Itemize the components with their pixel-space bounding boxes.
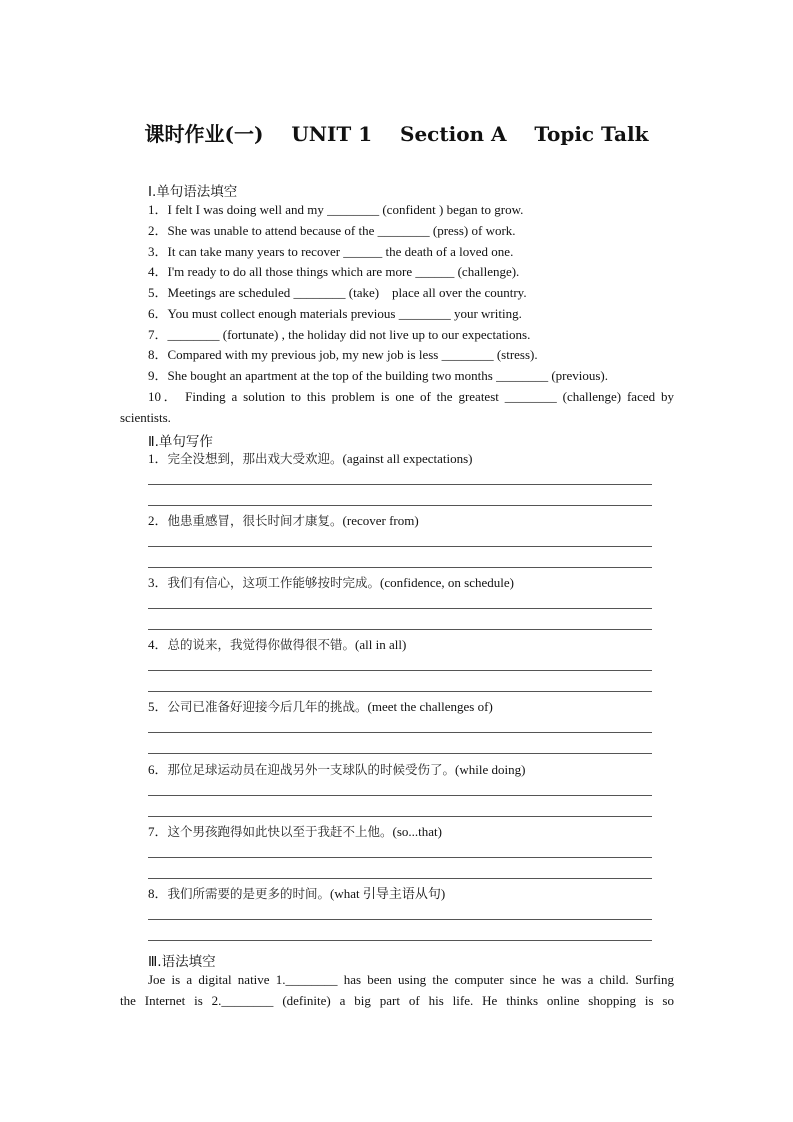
item-number: 4． <box>148 264 168 279</box>
item-number: 10． <box>148 389 180 404</box>
item-number: 3． <box>148 244 168 259</box>
item-hint: (recover from) <box>342 513 419 529</box>
section-1-heading: Ⅰ.单句语法填空 <box>148 184 238 200</box>
item-number: 7． <box>148 327 168 342</box>
grammar-item-2 <box>148 223 516 239</box>
grammar-item-1 <box>148 202 523 218</box>
grammar-item-8 <box>148 347 538 363</box>
answer-line[interactable] <box>148 608 652 609</box>
item-chinese-prompt: 公司已准备好迎接今后几年的挑战。 <box>167 699 368 715</box>
answer-line[interactable] <box>148 670 652 671</box>
passage-line-2: the Internet is 2.________ (definite) a big part of his life. He thinks online shopping is so <box>120 993 674 1008</box>
writing-item-4 <box>148 637 406 653</box>
item-number: 3． <box>148 575 168 591</box>
writing-item-1 <box>148 451 472 467</box>
writing-item-5 <box>148 699 493 715</box>
item-text: She bought an apartment at the top of the building two months ________ (previous). <box>167 368 609 383</box>
item-hint: (confidence, on schedule) <box>380 575 514 591</box>
item-text: Compared with my previous job, my new job is less ________ (stress). <box>167 347 538 362</box>
item-chinese-prompt: 那位足球运动员在迎战另外一支球队的时候受伤了。 <box>167 761 456 777</box>
section-2-heading: Ⅱ.单句写作 <box>148 434 213 450</box>
writing-item-2 <box>148 513 419 529</box>
item-number: 2． <box>148 223 168 238</box>
item-number: 5． <box>148 699 168 715</box>
answer-line[interactable] <box>148 795 652 796</box>
grammar-item-3 <box>148 244 513 260</box>
item-chinese-prompt: 他患重感冒，很长时间才康复。 <box>167 513 343 529</box>
item-hint: (while doing) <box>455 761 526 777</box>
answer-line[interactable] <box>148 629 652 630</box>
item-number: 5． <box>148 285 168 300</box>
item-number: 9． <box>148 368 168 383</box>
answer-line[interactable] <box>148 940 652 941</box>
answer-line[interactable] <box>148 505 652 506</box>
item-number: 4． <box>148 637 168 653</box>
grammar-item-4 <box>148 264 519 280</box>
item-chinese-prompt: 我们所需要的是更多的时间。 <box>167 885 331 901</box>
answer-line[interactable] <box>148 732 652 733</box>
answer-line[interactable] <box>148 691 652 692</box>
section-3-heading: Ⅲ.语法填空 <box>148 954 216 970</box>
item-number: 8． <box>148 347 168 362</box>
answer-line[interactable] <box>148 878 652 879</box>
item-text: I felt I was doing well and my ________ (confident ) began to grow. <box>167 202 524 217</box>
item-chinese-prompt: 完全没想到，那出戏大受欢迎。 <box>167 451 343 466</box>
writing-item-3 <box>148 575 514 591</box>
writing-item-7 <box>148 824 442 840</box>
item-number: 1． <box>148 202 168 217</box>
answer-line[interactable] <box>148 546 652 547</box>
grammar-item-7 <box>148 327 530 343</box>
item-text: I'm ready to do all those things which are more ______ (challenge). <box>167 264 520 279</box>
answer-line[interactable] <box>148 857 652 858</box>
grammar-item-5 <box>148 285 527 301</box>
item-hint: (what 引导主语从句) <box>330 885 446 901</box>
answer-line[interactable] <box>148 484 652 485</box>
answer-line[interactable] <box>148 816 652 817</box>
passage-line-1: Joe is a digital native 1.________ has been using the computer since he was a child. Surfing <box>148 972 674 987</box>
grammar-item-10-continuation: scientists. <box>120 410 171 425</box>
grammar-item-9 <box>148 368 608 384</box>
item-hint: (all in all) <box>355 637 407 653</box>
item-hint: (against all expectations) <box>342 451 473 466</box>
grammar-item-6 <box>148 306 522 322</box>
item-hint: (meet the challenges of) <box>367 699 493 715</box>
item-text: She was unable to attend because of the ________ (press) of work. <box>167 223 516 238</box>
item-number: 7． <box>148 823 168 839</box>
answer-line[interactable] <box>148 919 652 920</box>
item-text: You must collect enough materials previous ________ your writing. <box>167 306 522 321</box>
item-text: Finding a solution to this problem is one of the greatest ________ (challenge) faced by <box>185 389 674 404</box>
answer-line[interactable] <box>148 567 652 568</box>
item-hint: (so...that) <box>392 823 442 839</box>
item-number: 6． <box>148 761 168 777</box>
item-number: 8． <box>148 885 168 901</box>
item-chinese-prompt: 这个男孩跑得如此快以至于我赶不上他。 <box>167 823 393 839</box>
grammar-item-10 <box>120 389 674 405</box>
item-text: Meetings are scheduled ________ (take) place all over the country. <box>167 285 527 300</box>
answer-line[interactable] <box>148 753 652 754</box>
writing-item-8 <box>148 886 445 902</box>
item-chinese-prompt: 总的说来，我觉得你做得很不错。 <box>167 637 356 653</box>
item-text: It can take many years to recover ______ the death of a loved one. <box>167 244 514 259</box>
page-title: 课时作业(一) UNIT 1 Section A Topic Talk <box>144 122 649 146</box>
item-number: 6． <box>148 306 168 321</box>
writing-item-6 <box>148 762 525 778</box>
item-chinese-prompt: 我们有信心，这项工作能够按时完成。 <box>167 575 381 591</box>
item-number: 2． <box>148 513 168 529</box>
item-text: ________ (fortunate) , the holiday did not live up to our expectations. <box>167 327 531 342</box>
item-number: 1． <box>148 451 168 466</box>
